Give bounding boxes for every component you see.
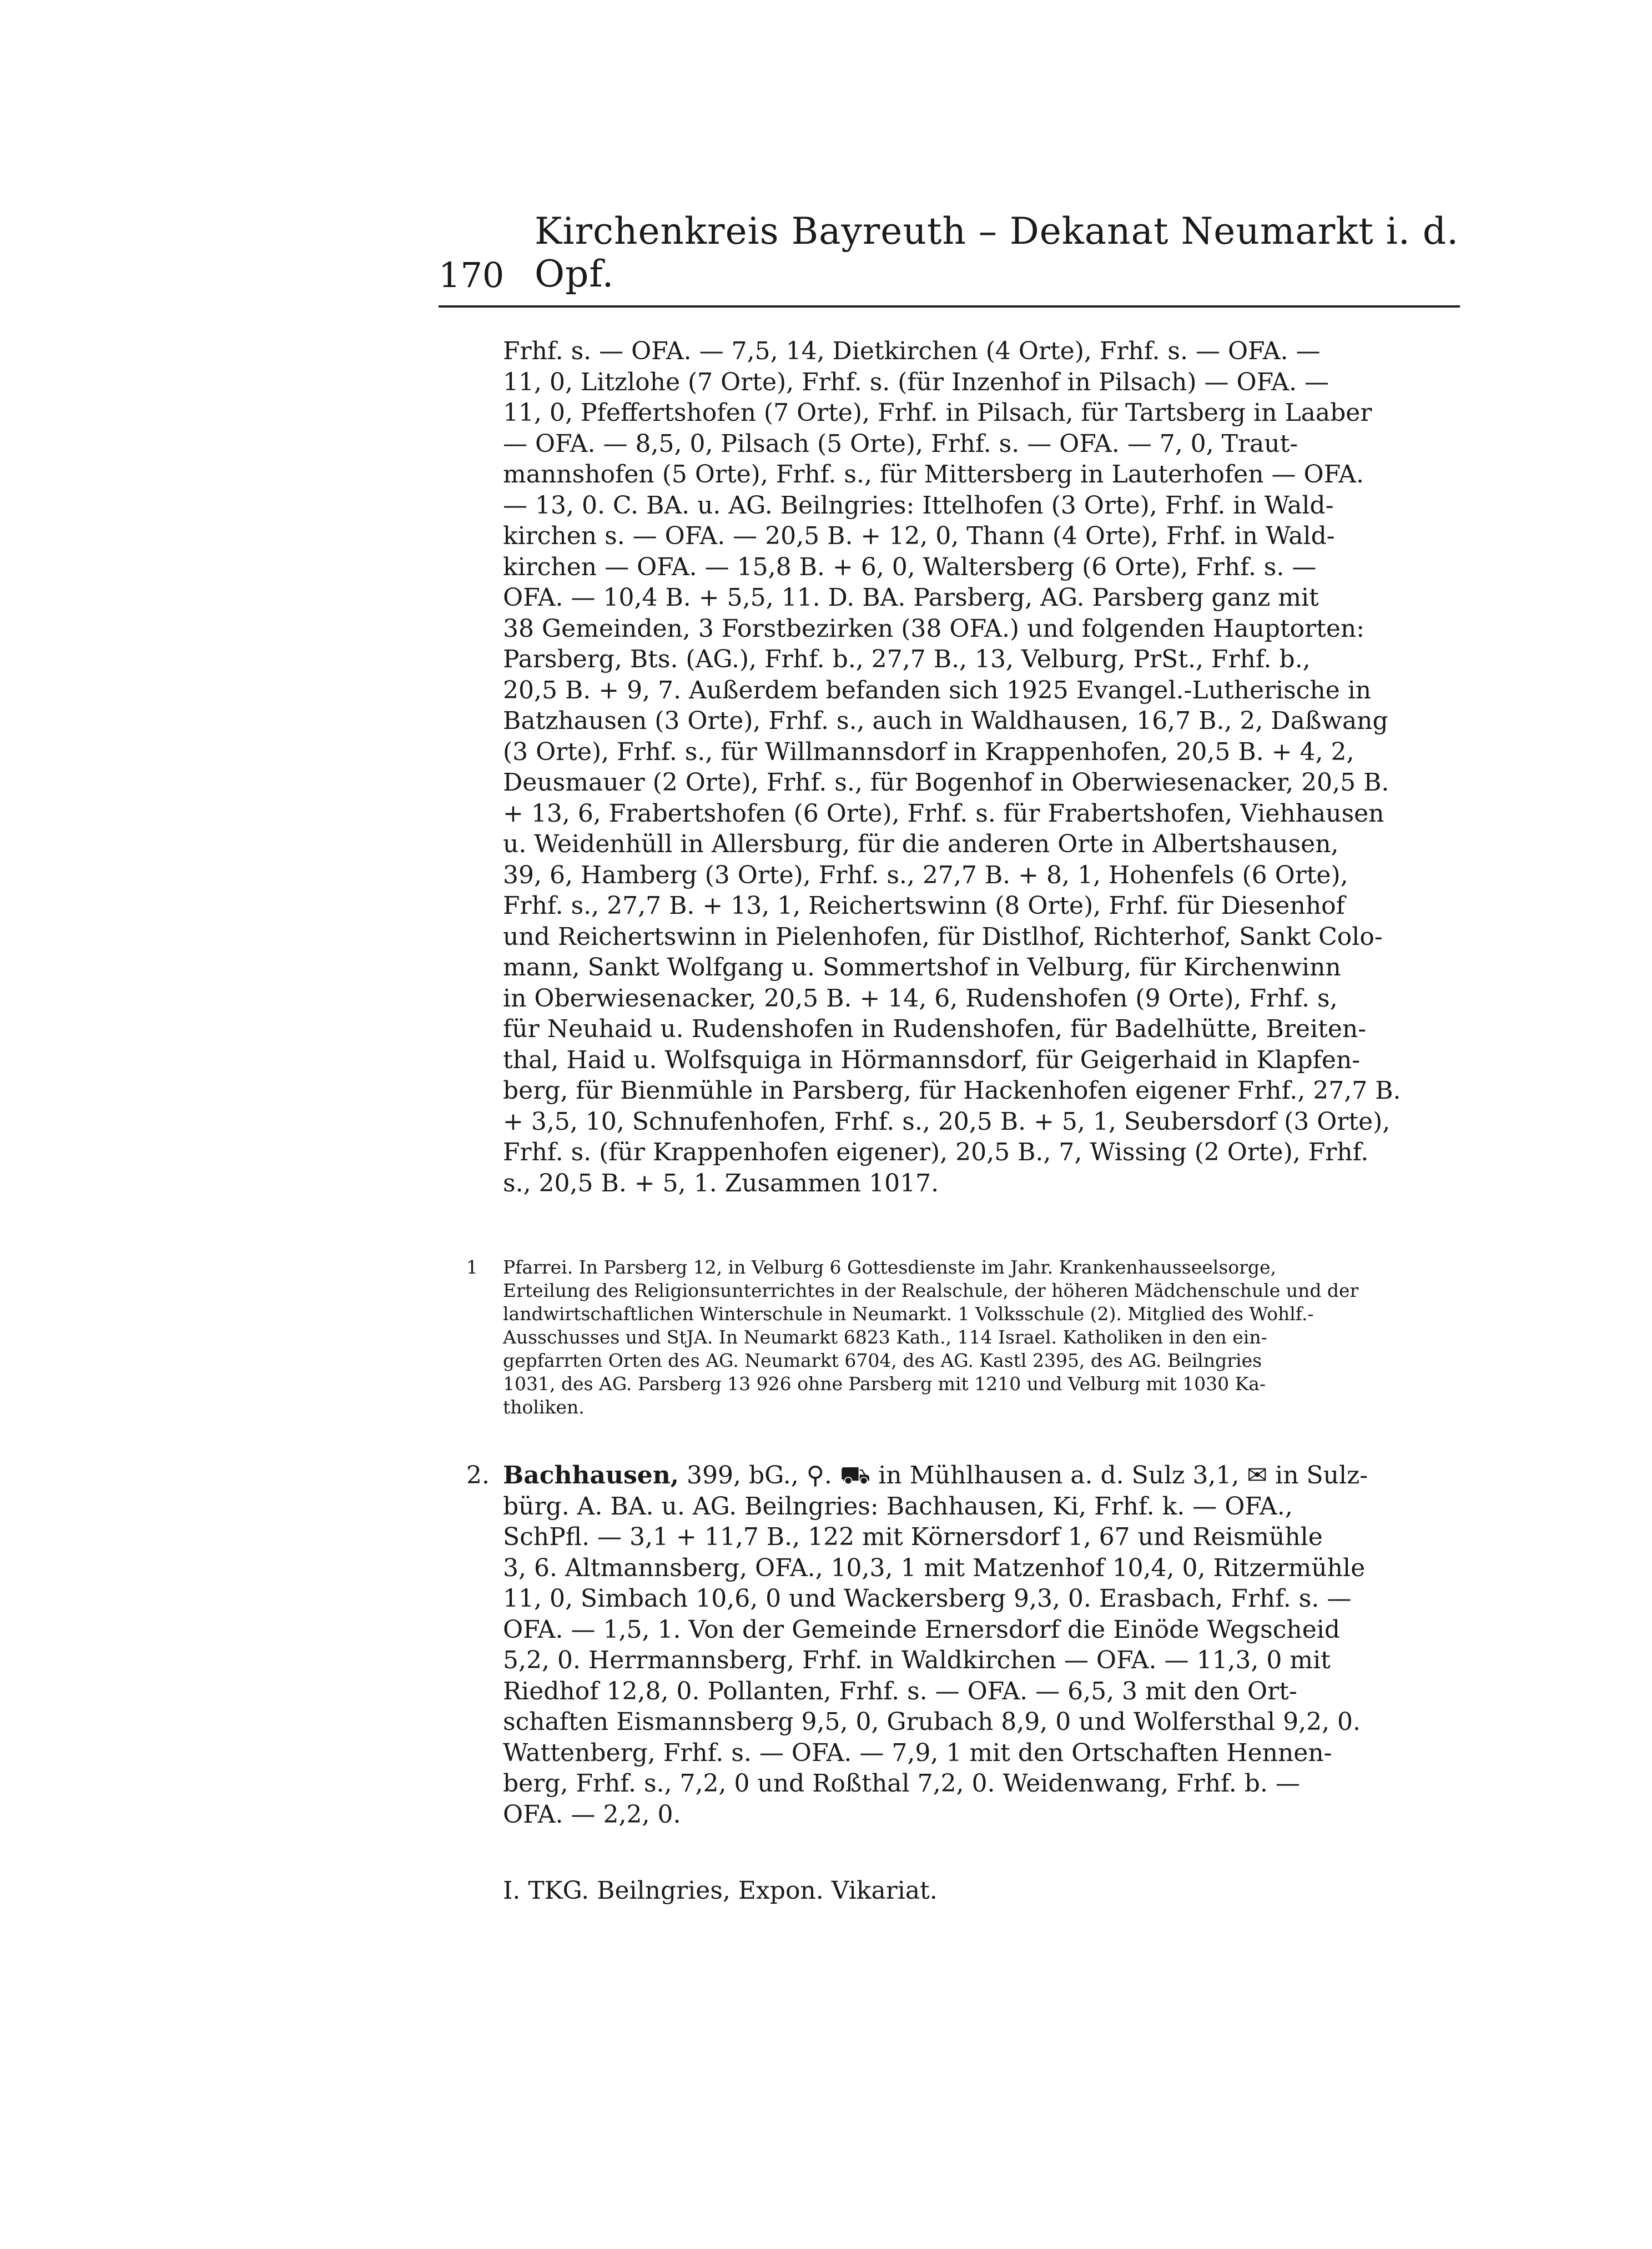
footnote-line: 1031, des AG. Parsberg 13 926 ohne Parsberg mit 1210 und Velburg mit 1030 Ka- <box>503 1373 1266 1395</box>
footnote-line: Pfarrei. In Parsberg 12, in Velburg 6 Gottesdienste im Jahr. Krankenhausseelsorge, <box>503 1256 1277 1278</box>
text-line: in Oberwiesenacker, 20,5 B. + 14, 6, Rudenshofen (9 Orte), Frhf. s, <box>503 984 1338 1013</box>
entry-line: berg, Frhf. s., 7,2, 0 und Roßthal 7,2, 0. Weidenwang, Frhf. b. — <box>503 1769 1300 1798</box>
entry-bachhausen <box>466 1460 1449 1830</box>
text-line: Batzhausen (3 Orte), Frhf. s., auch in Waldhausen, 16,7 B., 2, Daßwang <box>503 707 1388 735</box>
body-paragraph <box>503 336 1449 1199</box>
entry-number: 2. <box>466 1461 490 1490</box>
text-line: Frhf. s., 27,7 B. + 13, 1, Reichertswinn (8 Orte), Frhf. für Diesenhof <box>503 892 1345 920</box>
entry-line: bürg. A. BA. u. AG. Beilngries: Bachhausen, Ki, Frhf. k. — OFA., <box>503 1492 1293 1521</box>
text-line: u. Weidenhüll in Allersburg, für die anderen Orte in Albertshausen, <box>503 830 1339 858</box>
entry-line: SchPfl. — 3,1 + 11,7 B., 122 mit Körnersdorf 1, 67 und Reismühle <box>503 1523 1323 1551</box>
text-line: Frhf. s. — OFA. — 7,5, 14, Dietkirchen (4 Orte), Frhf. s. — OFA. — <box>503 337 1321 365</box>
running-title: Kirchenkreis Bayreuth – Dekanat Neumarkt i. d. Opf. <box>535 210 1459 295</box>
page-header <box>439 210 1460 308</box>
page-number: 170 <box>439 255 505 295</box>
footnote-line: landwirtschaftlichen Winterschule in Neumarkt. 1 Volksschule (2). Mitglied des Wohlf.- <box>503 1303 1314 1325</box>
entry-line: Wattenberg, Frhf. s. — OFA. — 7,9, 1 mit den Ortschaften Hennen- <box>503 1738 1332 1767</box>
entry-line: 3, 6. Altmannsberg, OFA., 10,3, 1 mit Matzenhof 10,4, 0, Ritzermühle <box>503 1553 1366 1582</box>
text-line: mann, Sankt Wolfgang u. Sommertshof in Velburg, für Kirchenwinn <box>503 953 1341 982</box>
text-line: + 3,5, 10, Schnufenhofen, Frhf. s., 20,5 B. + 5, 1, Seubersdorf (3 Orte), <box>503 1107 1391 1136</box>
text-line: Deusmauer (2 Orte), Frhf. s., für Bogenhof in Oberwiesenacker, 20,5 B. <box>503 768 1389 797</box>
text-line: 11, 0, Litzlohe (7 Orte), Frhf. s. (für Inzenhof in Pilsach) — OFA. — <box>503 368 1329 396</box>
entry-line: Riedhof 12,8, 0. Pollanten, Frhf. s. — OFA. — 6,5, 3 mit den Ort- <box>503 1677 1297 1705</box>
footnote <box>466 1256 1449 1419</box>
text-line: (3 Orte), Frhf. s., für Willmannsdorf in Krappenhofen, 20,5 B. + 4, 2, <box>503 737 1354 766</box>
entry-head-rest: 399, bG., ⚲. ⛟ in Mühlhausen a. d. Sulz 3,1, ✉ in Sulz- <box>679 1461 1368 1490</box>
text-line: für Neuhaid u. Rudenshofen in Rudenshofen, für Badelhütte, Breiten- <box>503 1015 1367 1043</box>
text-line: mannshofen (5 Orte), Frhf. s., für Mittersberg in Lauterhofen — OFA. <box>503 460 1364 489</box>
text-line: Parsberg, Bts. (AG.), Frhf. b., 27,7 B., 13, Velburg, PrSt., Frhf. b., <box>503 645 1311 673</box>
text-line: Frhf. s. (für Krappenhofen eigener), 20,5 B., 7, Wissing (2 Orte), Frhf. <box>503 1138 1369 1166</box>
entry-line: OFA. — 1,5, 1. Von der Gemeinde Ernersdorf die Einöde Wegscheid <box>503 1615 1341 1644</box>
text-line: 38 Gemeinden, 3 Forstbezirken (38 OFA.) und folgenden Hauptorten: <box>503 614 1365 643</box>
footnote-line: tholiken. <box>503 1396 585 1418</box>
entry-line: OFA. — 2,2, 0. <box>503 1800 681 1829</box>
closing-line: I. TKG. Beilngries, Expon. Vikariat. <box>503 1876 938 1905</box>
text-line: berg, für Bienmühle in Parsberg, für Hackenhofen eigener Frhf., 27,7 B. <box>503 1076 1401 1105</box>
text-line: kirchen s. — OFA. — 20,5 B. + 12, 0, Thann (4 Orte), Frhf. in Wald- <box>503 522 1335 550</box>
entry-head-line <box>466 1460 1449 1491</box>
entry-line: schaften Eismannsberg 9,5, 0, Grubach 8,9, 0 und Wolfersthal 9,2, 0. <box>503 1708 1361 1736</box>
text-line: s., 20,5 B. + 5, 1. Zusammen 1017. <box>503 1169 939 1198</box>
text-line: + 13, 6, Frabertshofen (6 Orte), Frhf. s. für Frabertshofen, Viehhausen <box>503 799 1384 828</box>
text-line: OFA. — 10,4 B. + 5,5, 11. D. BA. Parsberg, AG. Parsberg ganz mit <box>503 583 1319 612</box>
footnote-line: Erteilung des Religionsunterrichtes in der Realschule, der höheren Mädchenschule und der <box>503 1280 1359 1301</box>
entry-line: 5,2, 0. Herrmannsberg, Frhf. in Waldkirchen — OFA. — 11,3, 0 mit <box>503 1646 1331 1674</box>
entry-head-name: Bachhausen, <box>503 1461 679 1490</box>
text-line: kirchen — OFA. — 15,8 B. + 6, 0, Waltersberg (6 Orte), Frhf. s. — <box>503 552 1317 581</box>
text-line: 11, 0, Pfeffertshofen (7 Orte), Frhf. in Pilsach, für Tartsberg in Laaber <box>503 399 1372 427</box>
footnote-mark: 1 <box>466 1256 478 1278</box>
footnote-line: Ausschusses und StJA. In Neumarkt 6823 Kath., 114 Israel. Katholiken in den ein- <box>503 1326 1267 1348</box>
footnote-line: gepfarrten Orten des AG. Neumarkt 6704, des AG. Kastl 2395, des AG. Beilngries <box>503 1350 1262 1371</box>
text-line: thal, Haid u. Wolfsquiga in Hörmannsdorf, für Geigerhaid in Klapfen- <box>503 1045 1361 1074</box>
text-line: 20,5 B. + 9, 7. Außerdem befanden sich 1925 Evangel.-Lutherische in <box>503 676 1372 705</box>
footnote-first-line <box>466 1256 1449 1279</box>
text-line: — OFA. — 8,5, 0, Pilsach (5 Orte), Frhf. s. — OFA. — 7, 0, Traut- <box>503 429 1298 458</box>
text-line: und Reichertswinn in Pielenhofen, für Distlhof, Richterhof, Sankt Colo- <box>503 922 1383 951</box>
entry-line: 11, 0, Simbach 10,6, 0 und Wackersberg 9,3, 0. Erasbach, Frhf. s. — <box>503 1584 1352 1613</box>
text-line: — 13, 0. C. BA. u. AG. Beilngries: Ittelhofen (3 Orte), Frhf. in Wald- <box>503 491 1334 520</box>
text-line: 39, 6, Hamberg (3 Orte), Frhf. s., 27,7 B. + 8, 1, Hohenfels (6 Orte), <box>503 861 1348 889</box>
